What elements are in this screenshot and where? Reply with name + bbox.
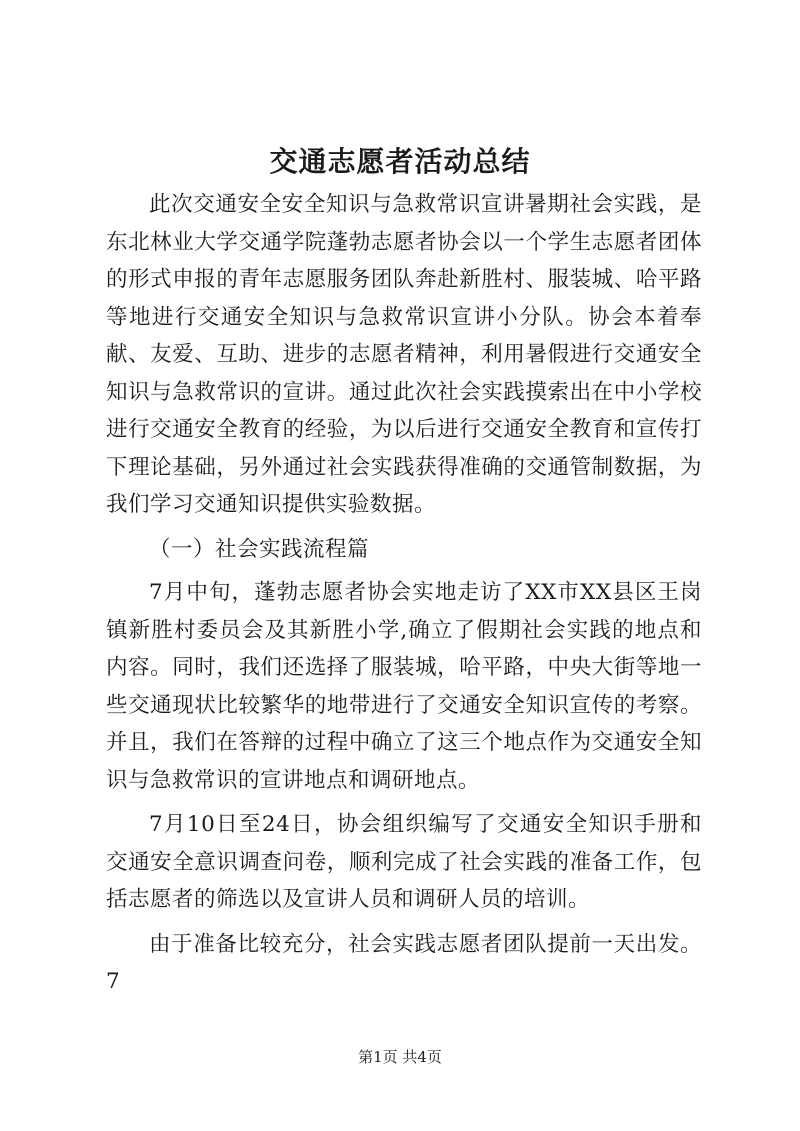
paragraph-july-mid: 7月中旬，蓬勃志愿者协会实地走访了XX市XX县区王岗镇新胜村委员会及其新胜小学,确立了假期社会实践的地点和内容。同时，我们还选择了服装城，哈平路，中央大街等地一些交通现状比较繁华的地带进行了交通安全知识宣传的考察。并且，我们在答辩的过程中确立了这三个地点作为交通安全知识与急救常识的宣讲地点和调研地点。 (106, 580, 702, 793)
document-body (106, 186, 702, 1008)
page-footer: 第1页 共4页 (358, 1048, 442, 1066)
paragraph-departure: 由于准备比较充分，社会实践志愿者团队提前一天出发。7 (106, 931, 702, 994)
paragraph-intro: 此次交通安全安全知识与急救常识宣讲暑期社会实践，是东北林业大学交通学院蓬勃志愿者协会以一个学生志愿者团体的形式申报的青年志愿服务团队奔赴新胜村、服装城、哈平路等地进行交通安全知识与急救常识宣讲小分队。协会本着奉献、友爱、互助、进步的志愿者精神，利用暑假进行交通安全知识与急救常识的宣讲。通过此次社会实践摸索出在中小学校进行交通安全教育的经验，为以后进行交通安全教育和宣传打下理论基础，另外通过社会实践获得准确的交通管制数据，为我们学习交通知识提供实验数据。 (106, 192, 702, 517)
document-title: 交通志愿者活动总结 (269, 145, 531, 178)
section-heading: （一）社会实践流程篇 (149, 536, 370, 562)
paragraph-july-10-24: 7月10日至24日，协会组织编写了交通安全知识手册和交通安全意识调查问卷，顺利完成了社会实践的准备工作，包括志愿者的筛选以及宣讲人员和调研人员的培训。 (106, 812, 702, 912)
